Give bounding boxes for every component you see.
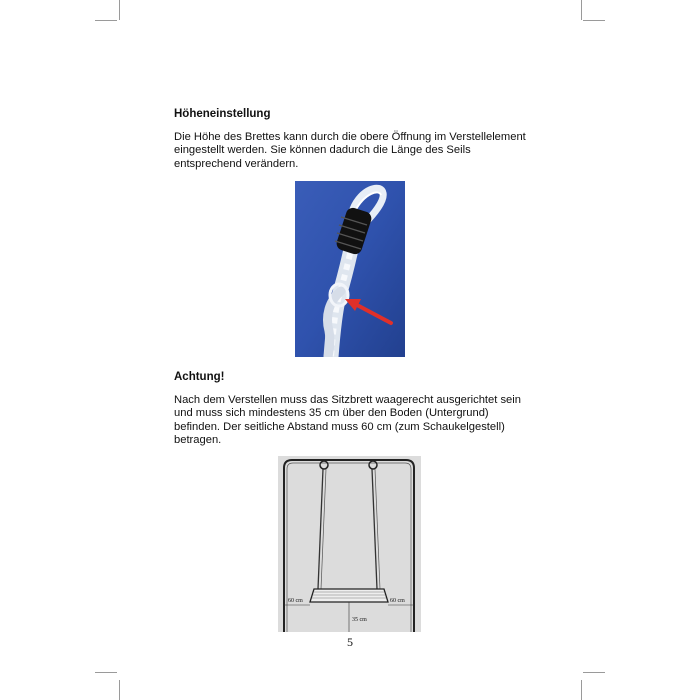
section-paragraph-hoeheneinstellung [174, 131, 544, 171]
paragraph-line: entsprechend verändern. [174, 157, 299, 170]
crop-mark [581, 680, 582, 700]
crop-mark [95, 672, 117, 673]
paragraph-line: Nach dem Verstellen muss das Sitzbrett waagerecht ausgerichtet sein [174, 394, 521, 406]
section-heading-achtung: Achtung! [174, 371, 225, 383]
right-distance-label: 60 cm [390, 598, 405, 604]
paragraph-line: betragen. [174, 433, 222, 446]
rope-adjuster-photo [295, 181, 405, 357]
left-distance-label: 60 cm [288, 598, 303, 604]
ground-distance-label: 35 cm [352, 617, 367, 623]
paragraph-line: eingestellt werden. Sie können dadurch die Länge des Seils [174, 144, 471, 157]
crop-mark [583, 20, 605, 21]
paragraph-line: Die Höhe des Brettes kann durch die obere Öffnung im Verstellelement [174, 131, 526, 143]
section-heading-hoeheneinstellung: Höheneinstellung [174, 108, 271, 120]
section-paragraph-achtung [174, 394, 544, 447]
paragraph-line: befinden. Der seitliche Abstand muss 60 cm (zum Schaukelgestell) [174, 420, 505, 433]
swing-diagram [278, 456, 421, 632]
crop-mark [581, 0, 582, 20]
crop-mark [119, 680, 120, 700]
page-number: 5 [347, 635, 353, 649]
crop-mark [95, 20, 117, 21]
paragraph-line: und muss sich mindestens 35 cm über den Boden (Untergrund) [174, 407, 489, 420]
crop-mark [119, 0, 120, 20]
crop-mark [583, 672, 605, 673]
